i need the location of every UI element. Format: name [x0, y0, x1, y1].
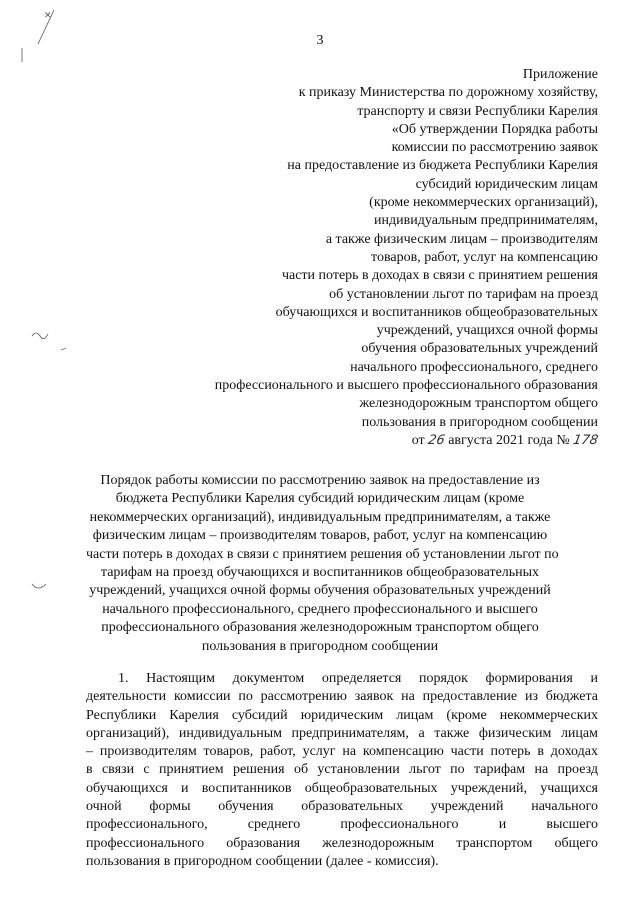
appendix-line: части потерь в доходах в связи с принятием решения [281, 268, 598, 284]
paragraph-line: в связи с принятием решения об установлении льгот по тарифам на проезд [86, 762, 598, 778]
appendix-line: (кроме некоммерческих организаций), [369, 195, 598, 211]
date-prefix: от [411, 432, 425, 448]
date-rest: августа 2021 года № [448, 432, 570, 448]
paragraph-line: пользования в пригородном сообщении (далее - комиссия). [86, 853, 439, 869]
appendix-header [128, 66, 598, 450]
document-title [86, 472, 559, 656]
appendix-line: Приложение [522, 67, 598, 82]
handwritten-day: 26 [426, 432, 447, 448]
appendix-line: субсидий юридическим лицам [415, 176, 598, 192]
page-number: 3 [316, 33, 324, 48]
appendix-line: обучения образовательных учреждений [361, 341, 598, 357]
appendix-line: транспорту и связи Республики Карелия [357, 103, 598, 119]
appendix-line: учреждений, учащихся очной формы [376, 323, 598, 339]
paragraph-line: очной формы обучения образовательных учреждений начального [86, 799, 598, 815]
paragraph-line: профессионального, среднего профессионального и высшего [86, 817, 598, 833]
title-line: учреждений, учащихся очной формы обучения образовательных учреждений [89, 583, 551, 599]
appendix-line: железнодорожным транспортом общего [359, 396, 598, 412]
handwritten-order-number: 178 [571, 432, 600, 448]
title-line: Порядок работы комиссии по рассмотрению заявок на предоставление из [100, 473, 540, 488]
title-line: тарифам на проезд обучающихся и воспитанников общеобразовательных [100, 565, 540, 581]
paragraph-line: Республики Карелия субсидий юридическим лицам (кроме некоммерческих [86, 707, 598, 723]
title-line: бюджета Республики Карелия субсидий юридическим лицам (кроме [115, 491, 525, 507]
title-line: начального профессионального, среднего профессионального и высшего [102, 601, 538, 617]
appendix-line: «Об утверждении Порядка работы [391, 121, 598, 137]
appendix-line: индивидуальным предпринимателям, [374, 213, 598, 229]
paragraph-line: организаций), индивидуальным предпринимателям, а также физическим лицам [86, 725, 598, 741]
appendix-line: профессионального и высшего профессионального образования [214, 378, 598, 394]
appendix-line: об установлении льгот по тарифам на проезд [329, 286, 598, 302]
appendix-line: а также физическим лицам – производителям [325, 231, 598, 247]
appendix-line: на предоставление из бюджета Республики Карелия [287, 158, 598, 174]
paragraph-line: 1. Настоящим документом определяется порядок формирования и [118, 671, 598, 686]
paragraph-1 [86, 670, 598, 871]
title-line: профессионального образования железнодорожным транспортом общего [101, 620, 539, 636]
appendix-line: обучающихся и воспитанников общеобразовательных [275, 304, 598, 320]
paragraph-line: деятельности комиссии по рассмотрению заявок на предоставление из бюджета [86, 689, 598, 705]
appendix-line: пользования в пригородном сообщении [361, 414, 598, 430]
margin-mark [30, 328, 50, 342]
appendix-line: начального профессионального, среднего [350, 359, 598, 375]
order-date-line [128, 432, 598, 450]
title-line: некоммерческих организаций), индивидуальным предпринимателям, а также [89, 509, 551, 525]
appendix-line: комиссии по рассмотрению заявок [391, 140, 598, 156]
paragraph-line: – производителям товаров, работ, услуг на компенсацию части потерь в доходах [86, 744, 598, 760]
svg-text:✕: ✕ [44, 11, 52, 21]
appendix-line: товаров, работ, услуг на компенсацию [371, 249, 598, 265]
appendix-line: к приказу Министерства по дорожному хозяйству, [298, 85, 598, 101]
title-line: части потерь в доходах в связи с принятием решения об установлении льгот по [86, 546, 559, 562]
paragraph-line: обучающихся и воспитанников общеобразовательных учреждений, учащихся [86, 780, 598, 796]
title-line: пользования в пригородном сообщении [201, 638, 439, 654]
paragraph-line: профессионального образования железнодорожным транспортом общего [86, 835, 598, 851]
margin-mark [30, 580, 48, 592]
margin-mark [60, 346, 68, 352]
title-line: физическим лицам – производителям товаров, работ, услуг на компенсацию [92, 528, 548, 544]
